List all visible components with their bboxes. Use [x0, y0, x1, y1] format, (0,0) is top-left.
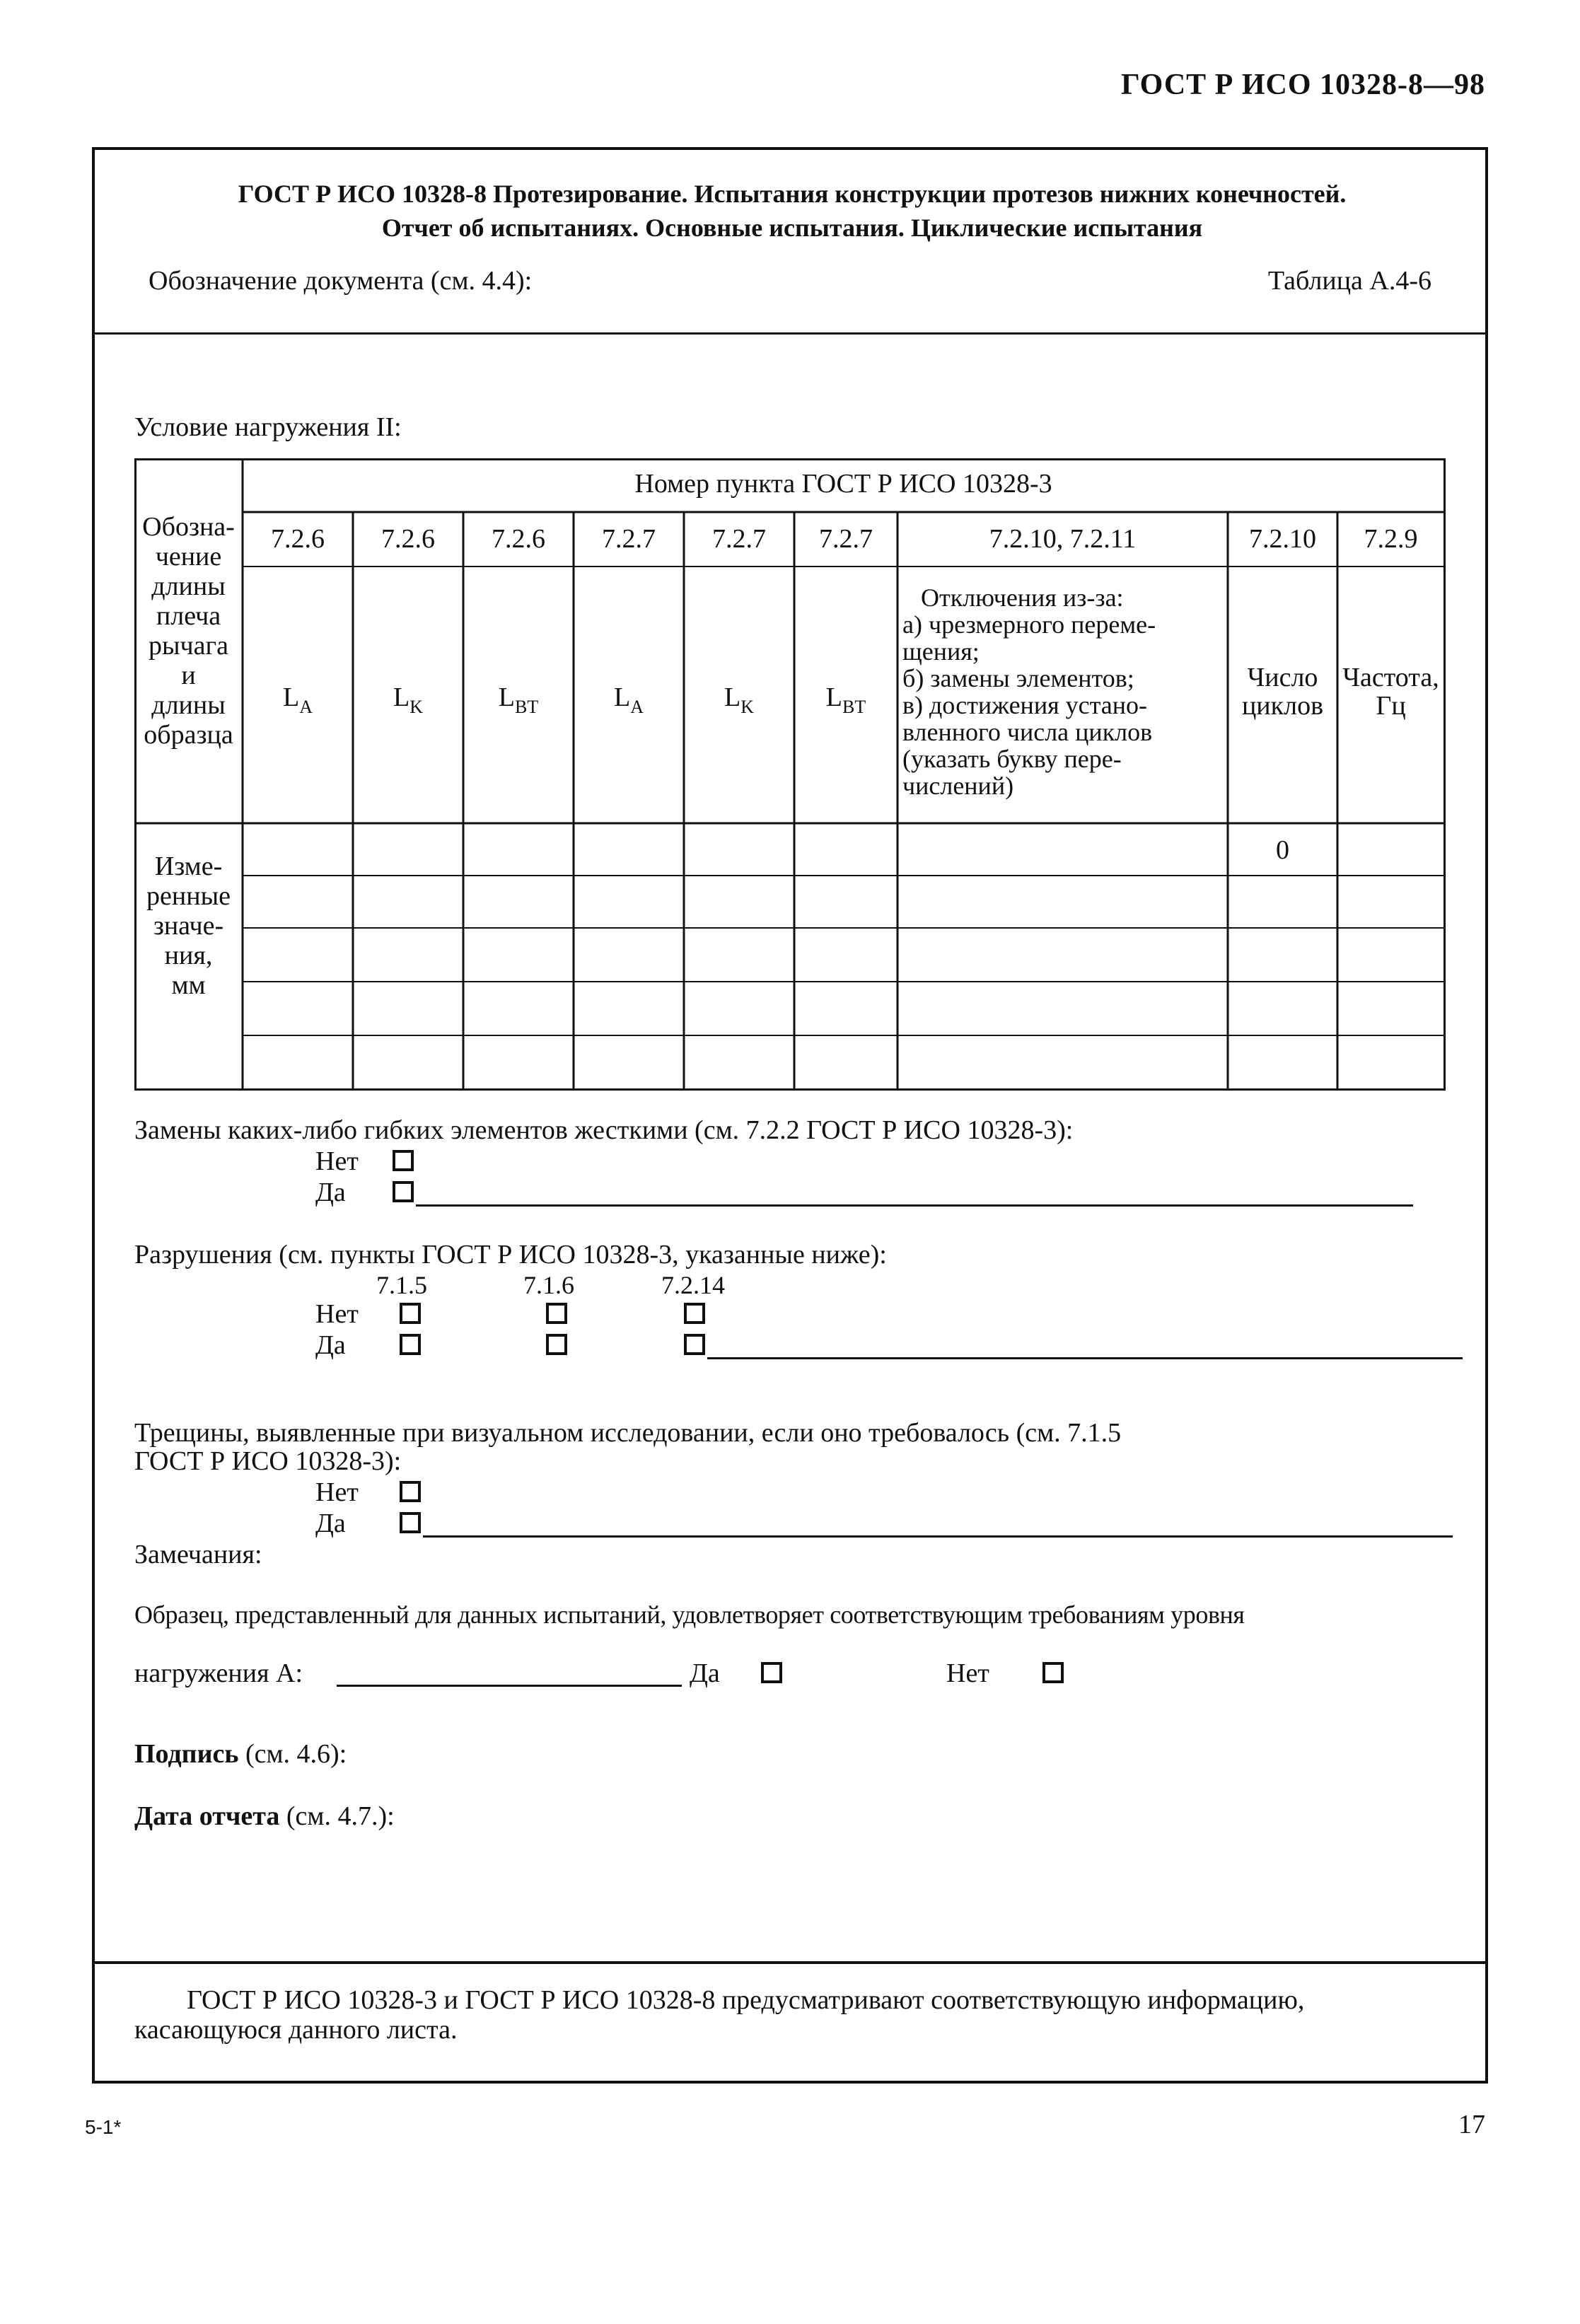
parameter-symbol: $L_{BT}$ — [498, 682, 539, 717]
replacement-yes-checkbox[interactable] — [393, 1181, 414, 1202]
failure-7-1-5-yes-checkbox[interactable] — [400, 1334, 421, 1355]
clause-group-header: Номер пункта ГОСТ Р ИСО 10328-3 — [634, 469, 1052, 499]
print-code: 5-1* — [85, 2116, 122, 2138]
failure-clause: 7.1.6 — [523, 1271, 574, 1299]
document-designation-label: Обозначение документа (см. 4.4): — [149, 266, 533, 296]
cracks-yes-checkbox[interactable] — [400, 1512, 421, 1533]
footer-note-line-2: касающуюся данного листа. — [134, 2015, 458, 2045]
load-level-field[interactable] — [337, 1685, 682, 1687]
conformity-no-checkbox[interactable] — [1042, 1662, 1064, 1683]
failure-7-2-14-no-checkbox[interactable] — [684, 1303, 705, 1324]
row-header-designation: Обозна- чение длины плеча рычага и длины образца — [142, 512, 235, 750]
failure-7-1-6-no-checkbox[interactable] — [546, 1303, 567, 1324]
shutdown-reasons: Отключения из-за: а) чрезмерного переме- щения; б) замены элементов; в) достижения устано- вленного числа циклов (указать букву пере- числений) — [902, 583, 1156, 800]
cycles-header: Число циклов — [1241, 663, 1324, 721]
failure-7-1-6-yes-checkbox[interactable] — [546, 1334, 567, 1355]
clause-number: 7.2.7 — [602, 524, 656, 554]
clause-number: 7.2.10 — [1249, 524, 1316, 554]
clause-number: 7.2.9 — [1364, 524, 1418, 554]
cracks-details-line[interactable] — [423, 1535, 1453, 1538]
footer-note-line-1: ГОСТ Р ИСО 10328-3 и ГОСТ Р ИСО 10328-8 предусматривают соответствующую информацию, — [187, 1985, 1305, 2015]
clause-number: 7.2.6 — [271, 524, 325, 554]
cycles-value: 0 — [1276, 835, 1289, 865]
signature-label: Подпись (см. 4.6): — [134, 1739, 347, 1769]
form-title-line-1: ГОСТ Р ИСО 10328-8 Протезирование. Испытания конструкции протезов нижних конечностей. — [238, 180, 1347, 208]
clause-number: 7.2.7 — [712, 524, 766, 554]
failures-details-line[interactable] — [707, 1357, 1463, 1359]
frequency-header: Частота, Гц — [1342, 663, 1439, 721]
replacement-details-line[interactable] — [416, 1204, 1413, 1207]
parameter-symbol: $L_K$ — [393, 682, 423, 717]
parameter-symbol: $L_{BT}$ — [825, 682, 866, 717]
cracks-yes-label: Да — [315, 1509, 346, 1538]
parameter-symbol: $L_K$ — [724, 682, 754, 717]
cracks-no-label: Нет — [315, 1477, 359, 1507]
clause-number: 7.2.6 — [381, 524, 435, 554]
failure-clause: 7.1.5 — [376, 1271, 427, 1299]
failures-no-label: Нет — [315, 1299, 359, 1329]
replacement-no-checkbox[interactable] — [393, 1150, 414, 1171]
report-date-label: Дата отчета (см. 4.7.): — [134, 1801, 395, 1831]
failure-clause: 7.2.14 — [661, 1271, 725, 1299]
conformity-statement: Образец, представленный для данных испытаний, удовлетворяет соответствующим требованиям уровня — [134, 1600, 1245, 1629]
document-header: ГОСТ Р ИСО 10328-8—98 — [1120, 69, 1485, 101]
load-level-label: нагружения А: — [134, 1658, 303, 1688]
cracks-no-checkbox[interactable] — [400, 1481, 421, 1502]
conformity-yes-checkbox[interactable] — [761, 1662, 782, 1683]
title-divider — [92, 332, 1488, 335]
clause-number: 7.2.10, 7.2.11 — [989, 524, 1137, 554]
failures-yes-label: Да — [315, 1330, 346, 1360]
conformity-no-label: Нет — [946, 1658, 989, 1688]
clause-number: 7.2.7 — [819, 524, 873, 554]
clause-number: 7.2.6 — [492, 524, 545, 554]
cracks-question-line-1: Трещины, выявленные при визуальном исследовании, если оно требовалось (см. 7.1.5 — [134, 1418, 1122, 1448]
parameter-symbol: $L_A$ — [283, 682, 313, 717]
remarks-label: Замечания: — [134, 1540, 262, 1569]
form-title — [141, 177, 1443, 245]
failures-question: Разрушения (см. пункты ГОСТ Р ИСО 10328-3, указанные ниже): — [134, 1240, 887, 1270]
footer-divider — [92, 1961, 1488, 1964]
replacement-no-label: Нет — [315, 1146, 359, 1176]
measured-values-label: Изме- ренные значе- ния, мм — [146, 852, 231, 1000]
conformity-yes-label: Да — [690, 1658, 720, 1688]
table-reference: Таблица А.4-6 — [1267, 266, 1431, 296]
page-number: 17 — [1458, 2110, 1485, 2139]
replacement-yes-label: Да — [315, 1178, 346, 1207]
results-table — [134, 458, 1446, 1091]
parameter-symbol: $L_A$ — [614, 682, 644, 717]
replacement-question: Замены каких-либо гибких элементов жесткими (см. 7.2.2 ГОСТ Р ИСО 10328-3): — [134, 1115, 1074, 1145]
cracks-question-line-2: ГОСТ Р ИСО 10328-3): — [134, 1446, 402, 1476]
failure-7-1-5-no-checkbox[interactable] — [400, 1303, 421, 1324]
load-condition-label: Условие нагружения II: — [134, 412, 402, 442]
failure-7-2-14-yes-checkbox[interactable] — [684, 1334, 705, 1355]
form-title-line-2: Отчет об испытаниях. Основные испытания. Циклические испытания — [381, 214, 1203, 242]
